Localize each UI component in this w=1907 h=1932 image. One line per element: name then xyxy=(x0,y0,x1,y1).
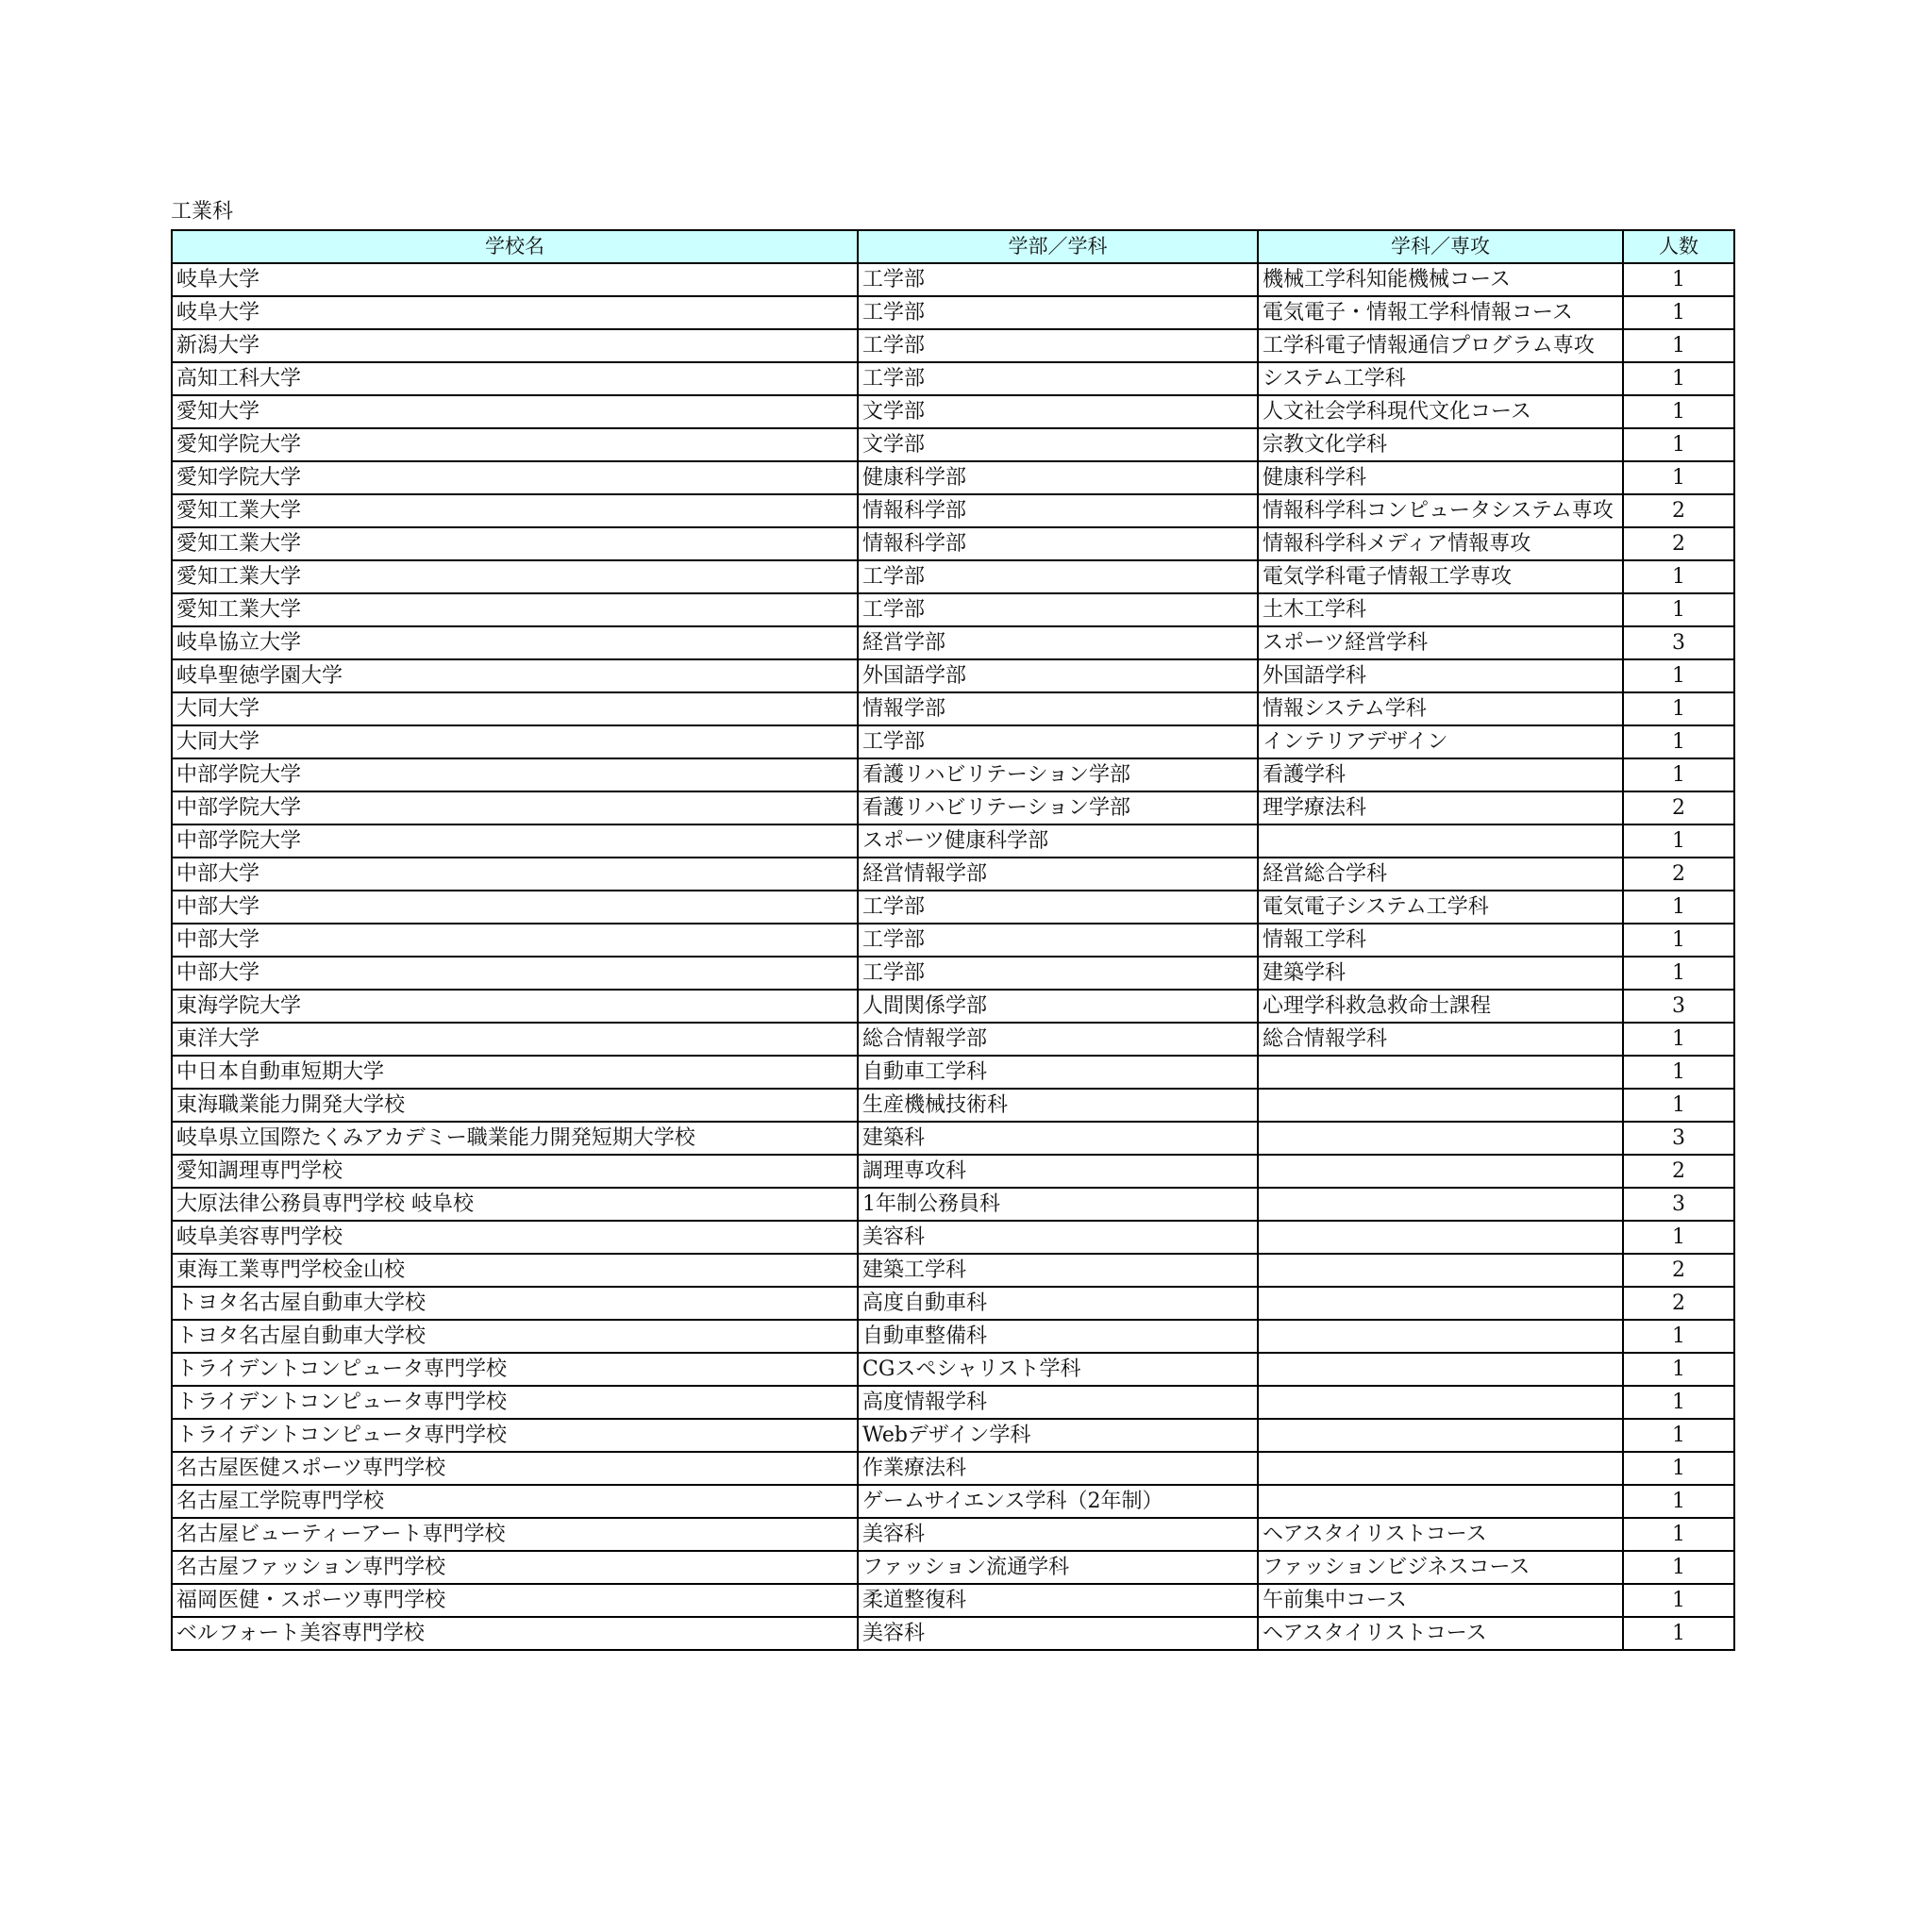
table-row xyxy=(172,1518,1734,1551)
faculty-cell: 工学部 xyxy=(858,957,1258,990)
table-row xyxy=(172,1155,1734,1188)
table-row xyxy=(172,1551,1734,1584)
count-cell: 1 xyxy=(1623,891,1734,924)
faculty-cell: 工学部 xyxy=(858,560,1258,593)
school-name-cell: 東海工業専門学校金山校 xyxy=(172,1254,858,1287)
major-cell xyxy=(1258,1188,1623,1221)
school-name-cell: トライデントコンピュータ専門学校 xyxy=(172,1386,858,1419)
count-cell: 1 xyxy=(1623,1056,1734,1089)
faculty-cell: 建築工学科 xyxy=(858,1254,1258,1287)
column-header-count: 人数 xyxy=(1623,230,1734,263)
major-cell xyxy=(1258,1485,1623,1518)
school-name-cell: 中部大学 xyxy=(172,858,858,891)
header-row xyxy=(172,230,1734,263)
table-row xyxy=(172,1386,1734,1419)
table-row xyxy=(172,1485,1734,1518)
school-name-cell: トライデントコンピュータ専門学校 xyxy=(172,1419,858,1452)
faculty-cell: 調理専攻科 xyxy=(858,1155,1258,1188)
faculty-cell: 自動車工学科 xyxy=(858,1056,1258,1089)
major-cell: ヘアスタイリストコース xyxy=(1258,1617,1623,1650)
faculty-cell: 情報学部 xyxy=(858,692,1258,725)
count-cell: 1 xyxy=(1623,659,1734,692)
table-row xyxy=(172,1419,1734,1452)
faculty-cell: 看護リハビリテーション学部 xyxy=(858,758,1258,791)
count-cell: 1 xyxy=(1623,758,1734,791)
faculty-cell: 美容科 xyxy=(858,1221,1258,1254)
table-row xyxy=(172,263,1734,296)
school-name-cell: 大原法律公務員専門学校 岐阜校 xyxy=(172,1188,858,1221)
faculty-cell: 工学部 xyxy=(858,725,1258,758)
table-row xyxy=(172,428,1734,461)
school-name-cell: 岐阜大学 xyxy=(172,263,858,296)
faculty-cell: 総合情報学部 xyxy=(858,1023,1258,1056)
major-cell: 建築学科 xyxy=(1258,957,1623,990)
count-cell: 1 xyxy=(1623,1221,1734,1254)
count-cell: 1 xyxy=(1623,560,1734,593)
faculty-cell: 情報科学部 xyxy=(858,527,1258,560)
faculty-cell: 高度自動車科 xyxy=(858,1287,1258,1320)
school-name-cell: 名古屋工学院専門学校 xyxy=(172,1485,858,1518)
school-name-cell: 新潟大学 xyxy=(172,329,858,362)
school-name-cell: 東洋大学 xyxy=(172,1023,858,1056)
major-cell: 情報システム学科 xyxy=(1258,692,1623,725)
count-cell: 1 xyxy=(1623,1617,1734,1650)
major-cell xyxy=(1258,1353,1623,1386)
school-name-cell: 愛知学院大学 xyxy=(172,428,858,461)
major-cell: 健康科学科 xyxy=(1258,461,1623,494)
school-name-cell: 愛知工業大学 xyxy=(172,527,858,560)
school-name-cell: 大同大学 xyxy=(172,725,858,758)
school-name-cell: ベルフォート美容専門学校 xyxy=(172,1617,858,1650)
major-cell xyxy=(1258,824,1623,858)
major-cell: 心理学科救急救命士課程 xyxy=(1258,990,1623,1023)
school-name-cell: 愛知学院大学 xyxy=(172,461,858,494)
table-header xyxy=(172,230,1734,263)
school-name-cell: 名古屋ファッション専門学校 xyxy=(172,1551,858,1584)
school-name-cell: 中部学院大学 xyxy=(172,791,858,824)
table-row xyxy=(172,824,1734,858)
table-row xyxy=(172,1320,1734,1353)
count-cell: 1 xyxy=(1623,824,1734,858)
faculty-cell: 外国語学部 xyxy=(858,659,1258,692)
school-name-cell: 岐阜大学 xyxy=(172,296,858,329)
table-row xyxy=(172,1188,1734,1221)
major-cell xyxy=(1258,1419,1623,1452)
faculty-cell: 工学部 xyxy=(858,362,1258,395)
faculty-cell: 工学部 xyxy=(858,593,1258,626)
count-cell: 2 xyxy=(1623,1155,1734,1188)
school-name-cell: 中部学院大学 xyxy=(172,824,858,858)
column-header-faculty: 学部／学科 xyxy=(858,230,1258,263)
count-cell: 1 xyxy=(1623,1551,1734,1584)
school-name-cell: 中部大学 xyxy=(172,924,858,957)
school-name-cell: 中部大学 xyxy=(172,957,858,990)
faculty-cell: Webデザイン学科 xyxy=(858,1419,1258,1452)
table-row xyxy=(172,296,1734,329)
faculty-cell: 人間関係学部 xyxy=(858,990,1258,1023)
table-row xyxy=(172,1089,1734,1122)
count-cell: 2 xyxy=(1623,527,1734,560)
major-cell: 理学療法科 xyxy=(1258,791,1623,824)
school-name-cell: 東海学院大学 xyxy=(172,990,858,1023)
faculty-cell: 文学部 xyxy=(858,428,1258,461)
major-cell: 人文社会学科現代文化コース xyxy=(1258,395,1623,428)
faculty-cell: ファッション流通学科 xyxy=(858,1551,1258,1584)
table-row xyxy=(172,1221,1734,1254)
school-name-cell: 愛知調理専門学校 xyxy=(172,1155,858,1188)
school-name-cell: 岐阜美容専門学校 xyxy=(172,1221,858,1254)
major-cell xyxy=(1258,1056,1623,1089)
count-cell: 3 xyxy=(1623,1122,1734,1155)
count-cell: 1 xyxy=(1623,296,1734,329)
table-row xyxy=(172,924,1734,957)
table-row xyxy=(172,461,1734,494)
table-row xyxy=(172,1023,1734,1056)
faculty-cell: 1年制公務員科 xyxy=(858,1188,1258,1221)
school-name-cell: 高知工科大学 xyxy=(172,362,858,395)
faculty-cell: 経営情報学部 xyxy=(858,858,1258,891)
count-cell: 1 xyxy=(1623,1584,1734,1617)
school-name-cell: トヨタ名古屋自動車大学校 xyxy=(172,1320,858,1353)
table-row xyxy=(172,990,1734,1023)
school-name-cell: 中部大学 xyxy=(172,891,858,924)
major-cell: 電気学科電子情報工学専攻 xyxy=(1258,560,1623,593)
table-row xyxy=(172,725,1734,758)
count-cell: 1 xyxy=(1623,957,1734,990)
count-cell: 1 xyxy=(1623,1089,1734,1122)
table-row xyxy=(172,362,1734,395)
major-cell: 情報科学科コンピュータシステム専攻 xyxy=(1258,494,1623,527)
table-row xyxy=(172,527,1734,560)
major-cell: 機械工学科知能機械コース xyxy=(1258,263,1623,296)
faculty-cell: 柔道整復科 xyxy=(858,1584,1258,1617)
school-name-cell: 岐阜県立国際たくみアカデミー職業能力開発短期大学校 xyxy=(172,1122,858,1155)
table-row xyxy=(172,659,1734,692)
count-cell: 3 xyxy=(1623,990,1734,1023)
table-row xyxy=(172,1122,1734,1155)
faculty-cell: 生産機械技術科 xyxy=(858,1089,1258,1122)
faculty-cell: 美容科 xyxy=(858,1617,1258,1650)
school-name-cell: トライデントコンピュータ専門学校 xyxy=(172,1353,858,1386)
faculty-cell: 工学部 xyxy=(858,924,1258,957)
major-cell: 情報工学科 xyxy=(1258,924,1623,957)
table-row xyxy=(172,1452,1734,1485)
school-name-cell: トヨタ名古屋自動車大学校 xyxy=(172,1287,858,1320)
major-cell: 午前集中コース xyxy=(1258,1584,1623,1617)
major-cell: ファッションビジネスコース xyxy=(1258,1551,1623,1584)
table-row xyxy=(172,957,1734,990)
major-cell xyxy=(1258,1452,1623,1485)
major-cell xyxy=(1258,1155,1623,1188)
enrollment-table xyxy=(171,229,1735,1651)
major-cell: 外国語学科 xyxy=(1258,659,1623,692)
school-name-cell: 中部学院大学 xyxy=(172,758,858,791)
count-cell: 1 xyxy=(1623,924,1734,957)
table-row xyxy=(172,593,1734,626)
faculty-cell: 高度情報学科 xyxy=(858,1386,1258,1419)
major-cell xyxy=(1258,1287,1623,1320)
school-name-cell: 大同大学 xyxy=(172,692,858,725)
table-row xyxy=(172,1353,1734,1386)
major-cell: 電気電子システム工学科 xyxy=(1258,891,1623,924)
major-cell: インテリアデザイン xyxy=(1258,725,1623,758)
school-name-cell: 中日本自動車短期大学 xyxy=(172,1056,858,1089)
school-name-cell: 愛知工業大学 xyxy=(172,494,858,527)
count-cell: 2 xyxy=(1623,1287,1734,1320)
table-row xyxy=(172,791,1734,824)
count-cell: 1 xyxy=(1623,1386,1734,1419)
section-title: 工業科 xyxy=(171,200,234,224)
count-cell: 1 xyxy=(1623,362,1734,395)
major-cell xyxy=(1258,1122,1623,1155)
count-cell: 2 xyxy=(1623,791,1734,824)
column-header-major: 学科／専攻 xyxy=(1258,230,1623,263)
faculty-cell: CGスペシャリスト学科 xyxy=(858,1353,1258,1386)
table-row xyxy=(172,1056,1734,1089)
major-cell xyxy=(1258,1254,1623,1287)
count-cell: 1 xyxy=(1623,1023,1734,1056)
table-row xyxy=(172,692,1734,725)
school-name-cell: 福岡医健・スポーツ専門学校 xyxy=(172,1584,858,1617)
major-cell: 経営総合学科 xyxy=(1258,858,1623,891)
count-cell: 2 xyxy=(1623,858,1734,891)
table-row xyxy=(172,494,1734,527)
major-cell: 看護学科 xyxy=(1258,758,1623,791)
table-row xyxy=(172,858,1734,891)
count-cell: 1 xyxy=(1623,461,1734,494)
count-cell: 2 xyxy=(1623,494,1734,527)
count-cell: 3 xyxy=(1623,1188,1734,1221)
major-cell xyxy=(1258,1089,1623,1122)
count-cell: 2 xyxy=(1623,1254,1734,1287)
school-name-cell: 愛知工業大学 xyxy=(172,560,858,593)
faculty-cell: 健康科学部 xyxy=(858,461,1258,494)
count-cell: 1 xyxy=(1623,395,1734,428)
school-name-cell: 愛知大学 xyxy=(172,395,858,428)
count-cell: 1 xyxy=(1623,1419,1734,1452)
table-row xyxy=(172,626,1734,659)
table-row xyxy=(172,1617,1734,1650)
faculty-cell: スポーツ健康科学部 xyxy=(858,824,1258,858)
count-cell: 1 xyxy=(1623,263,1734,296)
count-cell: 1 xyxy=(1623,593,1734,626)
count-cell: 1 xyxy=(1623,428,1734,461)
count-cell: 1 xyxy=(1623,1452,1734,1485)
major-cell: スポーツ経営学科 xyxy=(1258,626,1623,659)
major-cell xyxy=(1258,1320,1623,1353)
count-cell: 1 xyxy=(1623,1320,1734,1353)
count-cell: 3 xyxy=(1623,626,1734,659)
school-name-cell: 岐阜聖徳学園大学 xyxy=(172,659,858,692)
faculty-cell: ゲームサイエンス学科（2年制） xyxy=(858,1485,1258,1518)
count-cell: 1 xyxy=(1623,329,1734,362)
faculty-cell: 工学部 xyxy=(858,263,1258,296)
school-name-cell: 名古屋医健スポーツ専門学校 xyxy=(172,1452,858,1485)
school-name-cell: 愛知工業大学 xyxy=(172,593,858,626)
count-cell: 1 xyxy=(1623,692,1734,725)
count-cell: 1 xyxy=(1623,1353,1734,1386)
faculty-cell: 工学部 xyxy=(858,296,1258,329)
count-cell: 1 xyxy=(1623,1518,1734,1551)
major-cell: ヘアスタイリストコース xyxy=(1258,1518,1623,1551)
table-row xyxy=(172,329,1734,362)
table-row xyxy=(172,1254,1734,1287)
major-cell: 情報科学科メディア情報専攻 xyxy=(1258,527,1623,560)
major-cell: システム工学科 xyxy=(1258,362,1623,395)
faculty-cell: 情報科学部 xyxy=(858,494,1258,527)
faculty-cell: 工学部 xyxy=(858,891,1258,924)
table-row xyxy=(172,1287,1734,1320)
table-body xyxy=(172,263,1734,1650)
school-name-cell: 岐阜協立大学 xyxy=(172,626,858,659)
table-row xyxy=(172,891,1734,924)
major-cell: 土木工学科 xyxy=(1258,593,1623,626)
faculty-cell: 建築科 xyxy=(858,1122,1258,1155)
count-cell: 1 xyxy=(1623,725,1734,758)
school-name-cell: 名古屋ビューティーアート専門学校 xyxy=(172,1518,858,1551)
major-cell xyxy=(1258,1386,1623,1419)
table-row xyxy=(172,395,1734,428)
faculty-cell: 作業療法科 xyxy=(858,1452,1258,1485)
table-row xyxy=(172,1584,1734,1617)
count-cell: 1 xyxy=(1623,1485,1734,1518)
faculty-cell: 経営学部 xyxy=(858,626,1258,659)
faculty-cell: 自動車整備科 xyxy=(858,1320,1258,1353)
table-row xyxy=(172,560,1734,593)
major-cell: 工学科電子情報通信プログラム専攻 xyxy=(1258,329,1623,362)
faculty-cell: 工学部 xyxy=(858,329,1258,362)
faculty-cell: 文学部 xyxy=(858,395,1258,428)
major-cell: 総合情報学科 xyxy=(1258,1023,1623,1056)
major-cell xyxy=(1258,1221,1623,1254)
column-header-school: 学校名 xyxy=(172,230,858,263)
faculty-cell: 看護リハビリテーション学部 xyxy=(858,791,1258,824)
faculty-cell: 美容科 xyxy=(858,1518,1258,1551)
major-cell: 電気電子・情報工学科情報コース xyxy=(1258,296,1623,329)
major-cell: 宗教文化学科 xyxy=(1258,428,1623,461)
school-name-cell: 東海職業能力開発大学校 xyxy=(172,1089,858,1122)
table-row xyxy=(172,758,1734,791)
